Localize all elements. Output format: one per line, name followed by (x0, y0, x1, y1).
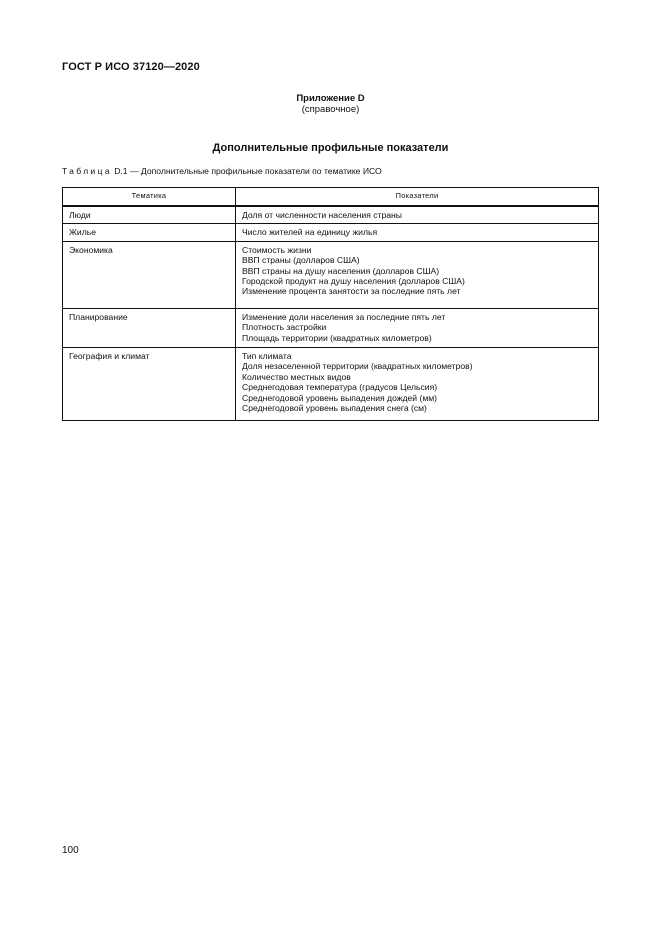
page-number: 100 (62, 845, 79, 856)
table-row (63, 308, 599, 347)
indicators-cell (236, 241, 599, 308)
appendix-title: Приложение D (296, 93, 365, 104)
indicators-cell (236, 308, 599, 347)
indicators-cell (236, 206, 599, 224)
indicator-item: ВВП страны (долларов США) (242, 255, 360, 266)
table-caption (62, 166, 382, 176)
indicator-item: Тип климата (242, 351, 292, 362)
topic-cell: Экономика (63, 241, 236, 308)
indicator-item: Доля незаселенной территории (квадратных километров) (242, 361, 473, 372)
indicator-item: Изменение доли населения за последние пять лет (242, 311, 446, 322)
indicator-item: Стоимость жизни (242, 244, 312, 255)
indicator-item: Городской продукт на душу населения (долларов США) (242, 276, 465, 287)
table-row (63, 206, 599, 224)
column-header-topic: Тематика (63, 188, 236, 207)
topic-cell: География и климат (63, 348, 236, 420)
table-caption-label: Таблица (62, 166, 112, 176)
table-header-row (63, 188, 599, 207)
topic-cell: Жилье (63, 224, 236, 241)
indicators-cell (236, 348, 599, 420)
column-header-indicators: Показатели (236, 188, 599, 207)
appendix-heading (0, 93, 661, 115)
indicator-item: Площадь территории (квадратных километров) (242, 332, 432, 343)
section-title: Дополнительные профильные показатели (212, 142, 449, 154)
appendix-subtitle: (справочное) (301, 104, 360, 115)
table-row (63, 241, 599, 308)
indicator-item: Доля от численности населения страны (242, 210, 402, 220)
table-row (63, 348, 599, 420)
indicator-item: Среднегодовая температура (градусов Цельсия) (242, 382, 438, 393)
topic-cell: Планирование (63, 308, 236, 347)
indicator-item: Плотность застройки (242, 322, 327, 333)
indicator-item: ВВП страны на душу населения (долларов США) (242, 265, 440, 276)
table-row (63, 224, 599, 241)
indicators-table (62, 187, 599, 421)
indicator-item: Число жителей на единицу жилья (242, 227, 378, 238)
table-caption-text: D.1 — Дополнительные профильные показатели по тематике ИСО (114, 166, 382, 176)
document-code: ГОСТ Р ИСО 37120—2020 (62, 61, 200, 73)
topic-cell: Люди (69, 210, 91, 220)
indicator-item: Среднегодовой уровень выпадения дождей (мм) (242, 392, 438, 403)
indicator-item: Среднегодовой уровень выпадения снега (см) (242, 403, 427, 414)
indicators-cell (236, 224, 599, 241)
indicator-item: Количество местных видов (242, 371, 351, 382)
indicator-item: Изменение процента занятости за последние пять лет (242, 286, 461, 297)
